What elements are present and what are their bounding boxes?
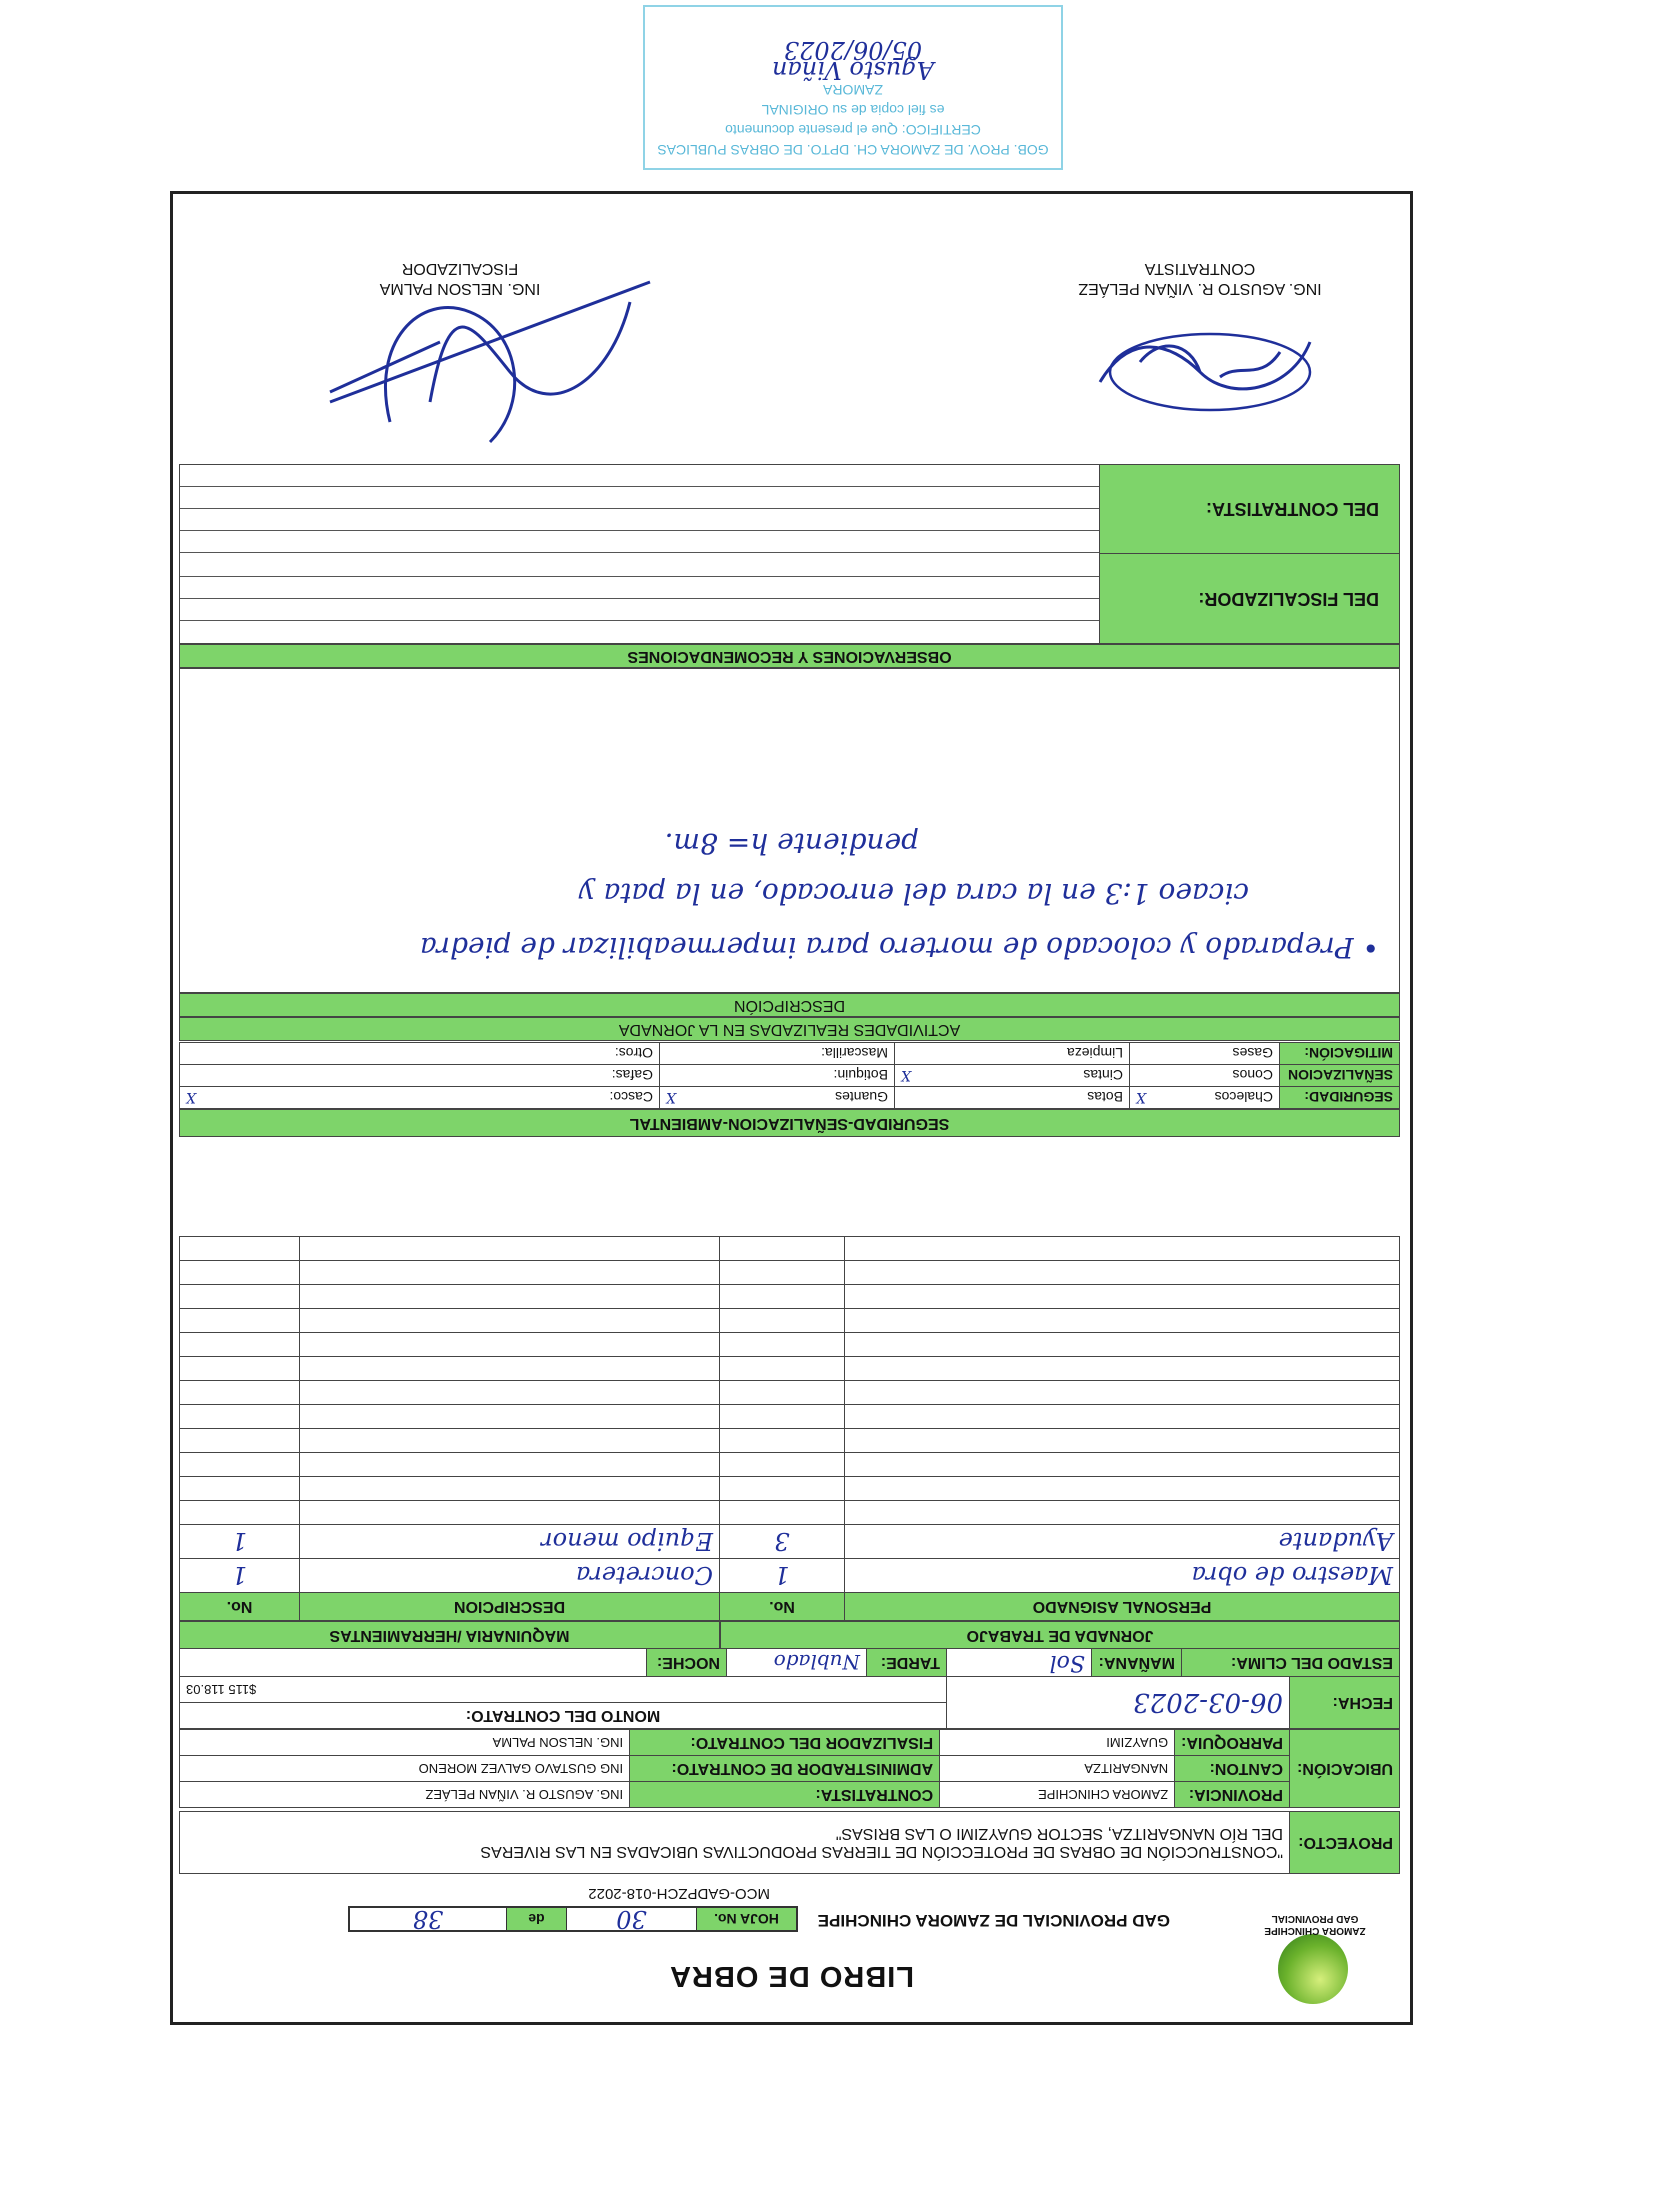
equipment-name: Concretera — [300, 1559, 720, 1593]
fecha-label: FECHA: — [1290, 1677, 1400, 1729]
descripcion-band: DESCRIPCIÓN — [179, 993, 1400, 1017]
maquinaria-band: MAQUINARIA /HERRAMIENTAS — [179, 1621, 720, 1649]
contratista-value: ING. AGUSTO R. VIÑAN PELÁEZ — [180, 1782, 630, 1808]
hoja-label: HOJA No. — [696, 1908, 796, 1930]
gafas-label: Gafas: — [611, 1067, 653, 1084]
activity-line-2: cicaeo 1:3 en la cara del enrocado, en la pata y — [578, 877, 1249, 910]
stamp-date: 05/06/2023 — [783, 36, 923, 64]
activity-line-1: • Preparado y colocado de mortero para impermeabilizar de piedra — [419, 931, 1379, 964]
botiquin-label: Botiquin: — [833, 1067, 888, 1084]
table-row — [180, 1453, 1400, 1477]
senalizacion-label: SEÑALIZACION — [1280, 1065, 1400, 1087]
otros-cell — [180, 1043, 660, 1065]
casco-cell — [180, 1087, 660, 1109]
cintas-cell — [895, 1065, 1130, 1087]
fiscalizador-label: FISALIZADOR DEL CONTRATO: — [630, 1730, 940, 1756]
rule — [180, 598, 1099, 599]
jornada-band: JORNADA DE TRABAJO — [720, 1621, 1400, 1649]
table-row — [180, 1429, 1400, 1453]
monto-label: MONTO DEL CONTRATO: — [180, 1703, 947, 1729]
equipment-name: Equipo menor — [300, 1525, 720, 1559]
work-log-sheet — [170, 191, 1413, 2025]
fecha-value: 06-03-2023 — [947, 1677, 1290, 1729]
table-row — [180, 1525, 1400, 1559]
table-row — [180, 1405, 1400, 1429]
personnel-count: 1 — [720, 1559, 845, 1593]
contratista-signature-scribble — [1050, 312, 1350, 432]
table-row — [180, 1559, 1400, 1593]
rule — [180, 552, 1099, 553]
rule — [180, 620, 1099, 621]
botas-label: Botas — [1087, 1089, 1123, 1106]
cintas-label: Cintas — [1083, 1067, 1123, 1084]
canton-value: NANGARITZA — [940, 1756, 1175, 1782]
seguridad-band: SEGURIDAD-SEÑALIZACION-AMBIENTAL — [179, 1109, 1400, 1137]
clima-label: ESTADO DEL CLIMA: — [1182, 1649, 1400, 1677]
table-row — [180, 1477, 1400, 1501]
parroquia-label: PARROQUIA: — [1175, 1730, 1290, 1756]
maquinaria-desc-header: DESCRIPCION — [300, 1593, 720, 1621]
de-value: 38 — [412, 1905, 444, 1933]
personal-header: PERSONAL ASIGNADO — [845, 1593, 1400, 1621]
manana-label: MAÑANA: — [1092, 1649, 1182, 1677]
de-label: de — [506, 1908, 566, 1930]
chalecos-mark: X — [1136, 1089, 1146, 1106]
limpieza-label: Limpieza — [1066, 1045, 1123, 1062]
logo-line2: GAD PROVINCIAL — [1271, 1913, 1359, 1924]
rule — [180, 530, 1099, 531]
noche-value — [180, 1649, 647, 1677]
activities-area — [179, 668, 1400, 993]
gases-cell — [1130, 1043, 1280, 1065]
equipment-count: 1 — [180, 1559, 300, 1593]
personnel-role: Maestro de obra — [845, 1559, 1400, 1593]
del-contratista-label: DEL CONTRATISTA: — [1099, 465, 1399, 553]
table-row — [180, 1357, 1400, 1381]
contratista-label: CONTRATISTA: — [630, 1782, 940, 1808]
botiquin-cell — [660, 1065, 895, 1087]
guantes-mark: X — [666, 1089, 676, 1106]
stamp-line3: es fiel copia de su ORIGINAL — [761, 102, 945, 118]
canton-label: CANTON: — [1175, 1756, 1290, 1782]
administrador-label: ADMINISTRADOR DE CONTRATO: — [630, 1756, 940, 1782]
actividades-band: ACTIVIDADES REALIZADAS EN LA JORNADA — [179, 1017, 1400, 1041]
table-row — [180, 1309, 1400, 1333]
fiscalizador-value: ING. NELSON PALMA — [180, 1730, 630, 1756]
sheet-number-box — [348, 1906, 798, 1932]
fiscalizador-signature-scribble — [310, 272, 670, 462]
otros-label: Otros: — [614, 1045, 653, 1062]
botas-cell — [895, 1087, 1130, 1109]
project-label: PROYECTO: — [1290, 1812, 1400, 1874]
provincia-label: PROVINCIA: — [1175, 1782, 1290, 1808]
chalecos-cell — [1130, 1087, 1280, 1109]
stamp-signer: Agusto Viñan — [772, 56, 934, 84]
table-row — [180, 1333, 1400, 1357]
page-title: LIBRO DE OBRA — [669, 1960, 914, 1992]
parroquia-value: GUAYZIMI — [940, 1730, 1175, 1756]
limpieza-cell — [895, 1043, 1130, 1065]
table-row — [180, 1501, 1400, 1525]
table-row — [180, 1261, 1400, 1285]
table-row — [180, 1237, 1400, 1261]
gafas-cell — [180, 1065, 660, 1087]
equipment-count: 1 — [180, 1525, 300, 1559]
monto-value: $115 118.03 — [180, 1677, 947, 1703]
hoja-value: 30 — [566, 1908, 696, 1930]
manana-value: Sol — [947, 1649, 1092, 1677]
administrador-value: ING GUSTAVO GALVEZ MORENO — [180, 1756, 630, 1782]
chalecos-label: Chalecos — [1214, 1089, 1273, 1106]
entity-name: GAD PROVINCIAL DE ZAMORA CHINCHIPE — [817, 1911, 1170, 1930]
guantes-cell — [660, 1087, 895, 1109]
table-row — [180, 1381, 1400, 1405]
casco-label: Casco: — [609, 1089, 653, 1106]
seguridad-label: SEGURIDAD: — [1280, 1087, 1400, 1109]
project-text-line2: DEL RÍO NANGARITZA, SECTOR GUAYZIMI O LAS BRISAS" — [835, 1825, 1283, 1843]
mascarilla-label: Mascarilla: — [821, 1045, 888, 1062]
certification-stamp — [643, 5, 1063, 170]
fiscalizador-signature — [310, 272, 670, 462]
stamp-line1: GOB. PROV. DE ZAMORA CH. DPTO. DE OBRAS PUBLICAS — [657, 142, 1049, 158]
activity-line-3: pendiente h= 8m. — [664, 827, 919, 860]
conos-label: Conos — [1232, 1067, 1273, 1084]
conos-cell — [1130, 1065, 1280, 1087]
guantes-label: Guantes — [835, 1089, 888, 1106]
noche-label: NOCHE: — [647, 1649, 727, 1677]
date-table — [179, 1676, 1400, 1729]
contratista-name: ING. AGUSTO R. VIÑAN PELÁEZ — [1078, 280, 1322, 297]
fiscalizador-role: FISCALIZADOR — [401, 260, 519, 277]
gases-label: Gases — [1232, 1045, 1273, 1062]
mascarilla-cell — [660, 1043, 895, 1065]
mitigacion-label: MITIGACIÓN: — [1280, 1043, 1400, 1065]
tarde-label: TARDE: — [867, 1649, 947, 1677]
rule — [180, 486, 1099, 487]
provincia-value: ZAMORA CHINCHIPE — [940, 1782, 1175, 1808]
del-fiscalizador-label: DEL FISCALIZADOR: — [1099, 553, 1399, 643]
maquinaria-no-header: No. — [180, 1593, 300, 1621]
fiscalizador-name: ING. NELSON PALMA — [379, 280, 541, 297]
personnel-role: Ayudante — [845, 1525, 1400, 1559]
observations-area — [179, 464, 1400, 644]
contract-code: MCO-GADPZCH-018-2022 — [588, 1885, 770, 1902]
cintas-mark: X — [901, 1067, 911, 1084]
observaciones-band: OBSERVACIONES Y RECOMENDACIONES — [179, 644, 1400, 668]
tarde-value: Nublado — [727, 1649, 867, 1677]
rule — [180, 576, 1099, 577]
location-table — [179, 1729, 1400, 1808]
personnel-table — [179, 1236, 1400, 1621]
project-text-line1: "CONSTRUCCIÓN DE OBRAS DE PROTECCIÓN DE TIERRAS PRODUCTIVAS UBICADAS EN LAS RIVERAS — [480, 1843, 1283, 1861]
logo-line1: ZAMORA CHINCHIPE — [1264, 1925, 1366, 1936]
casco-mark: X — [186, 1089, 196, 1106]
table-row — [180, 1285, 1400, 1309]
contratista-signature — [1050, 312, 1350, 432]
project-text — [180, 1812, 1290, 1874]
personal-no-header: No. — [720, 1593, 845, 1621]
stamp-line4: ZAMORA — [823, 82, 883, 98]
ubicacion-label: UBICACIÓN: — [1290, 1730, 1400, 1808]
personnel-count: 3 — [720, 1525, 845, 1559]
weather-table — [179, 1648, 1400, 1677]
project-table — [179, 1811, 1400, 1874]
safety-table — [179, 1042, 1400, 1109]
stamp-line2: CERTIFICO: Que el presente documento — [725, 122, 981, 138]
contratista-role: CONTRATISTA — [1144, 260, 1256, 277]
rule — [180, 508, 1099, 509]
